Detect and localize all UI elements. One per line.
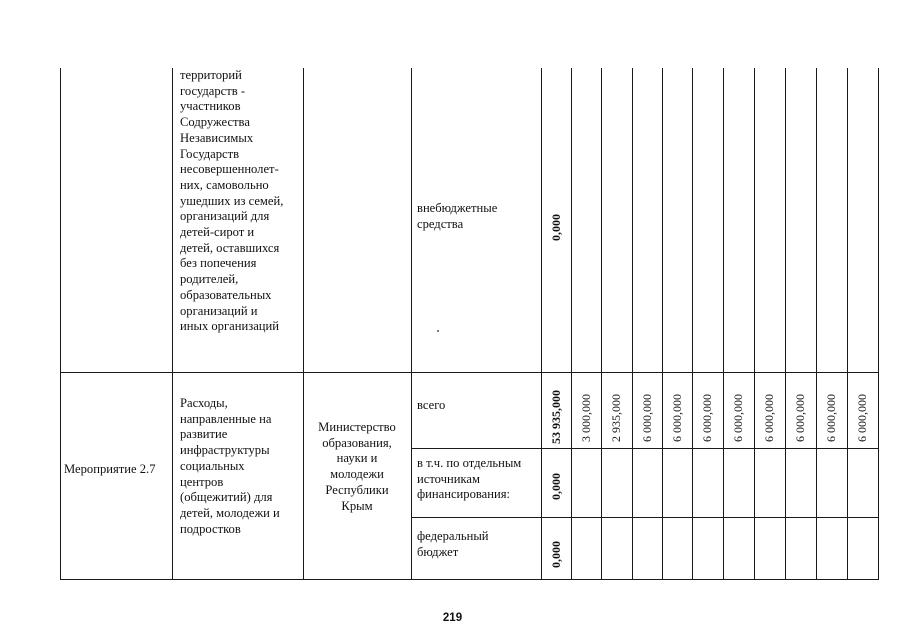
grid-line [411,517,879,518]
grid-line [662,68,663,580]
federal-total-amount: 0,000 [549,541,563,568]
measure-description: Расходы, направленные на развитие инфраструктуры социальных центров (общежитий) для детей, молодежи и подростков [180,396,280,536]
grid-line [60,372,879,373]
grid-line [411,448,879,449]
continued-total: 0,000 [549,214,563,241]
grid-line [632,68,633,580]
grid-line [172,68,173,580]
year-amount: 6 000,000 [824,394,838,442]
grid-line [541,68,542,580]
grid-line [785,68,786,580]
grid-line [571,68,572,580]
year-amount: 6 000,000 [640,394,654,442]
year-amount: 6 000,000 [793,394,807,442]
grid-line [60,579,879,580]
year-amount: 6 000,000 [670,394,684,442]
page-number: 219 [442,612,463,624]
year-amount: 2 935,000 [609,394,623,442]
measure-executor: Министерство образования, науки и молодежи Республики Крым [318,420,396,513]
grid-line [601,68,602,580]
year-amount: 3 000,000 [579,394,593,442]
year-amount: 6 000,000 [855,394,869,442]
grid-line [754,68,755,580]
scan-speck [437,330,439,332]
year-amount: 6 000,000 [700,394,714,442]
grid-line [847,68,848,580]
breakdown-total-amount: 0,000 [549,473,563,500]
grid-line [878,68,879,580]
source-total-label: всего [417,398,446,412]
year-amount: 6 000,000 [762,394,776,442]
measure-name: Мероприятие 2.7 [64,462,156,476]
source-breakdown-label: в т.ч. по отдельным источникам финансирования: [417,456,522,502]
grid-line [816,68,817,580]
grid-line [692,68,693,580]
row-total-amount: 53 935,000 [549,390,563,444]
source-federal-label: федеральный бюджет [417,529,489,559]
grid-line [411,68,412,580]
grid-line [60,68,61,580]
year-amount: 6 000,000 [731,394,745,442]
grid-line [723,68,724,580]
continued-source: внебюджетные средства [417,201,498,231]
continued-description: территорий государств - участников Содружества Независимых Государств несовершеннолет- них, самовольно ушедших из семей, организаций для детей-сирот и детей, оставшихся без попечения родителей, образовательных организаций и иных организаций [180,68,284,334]
